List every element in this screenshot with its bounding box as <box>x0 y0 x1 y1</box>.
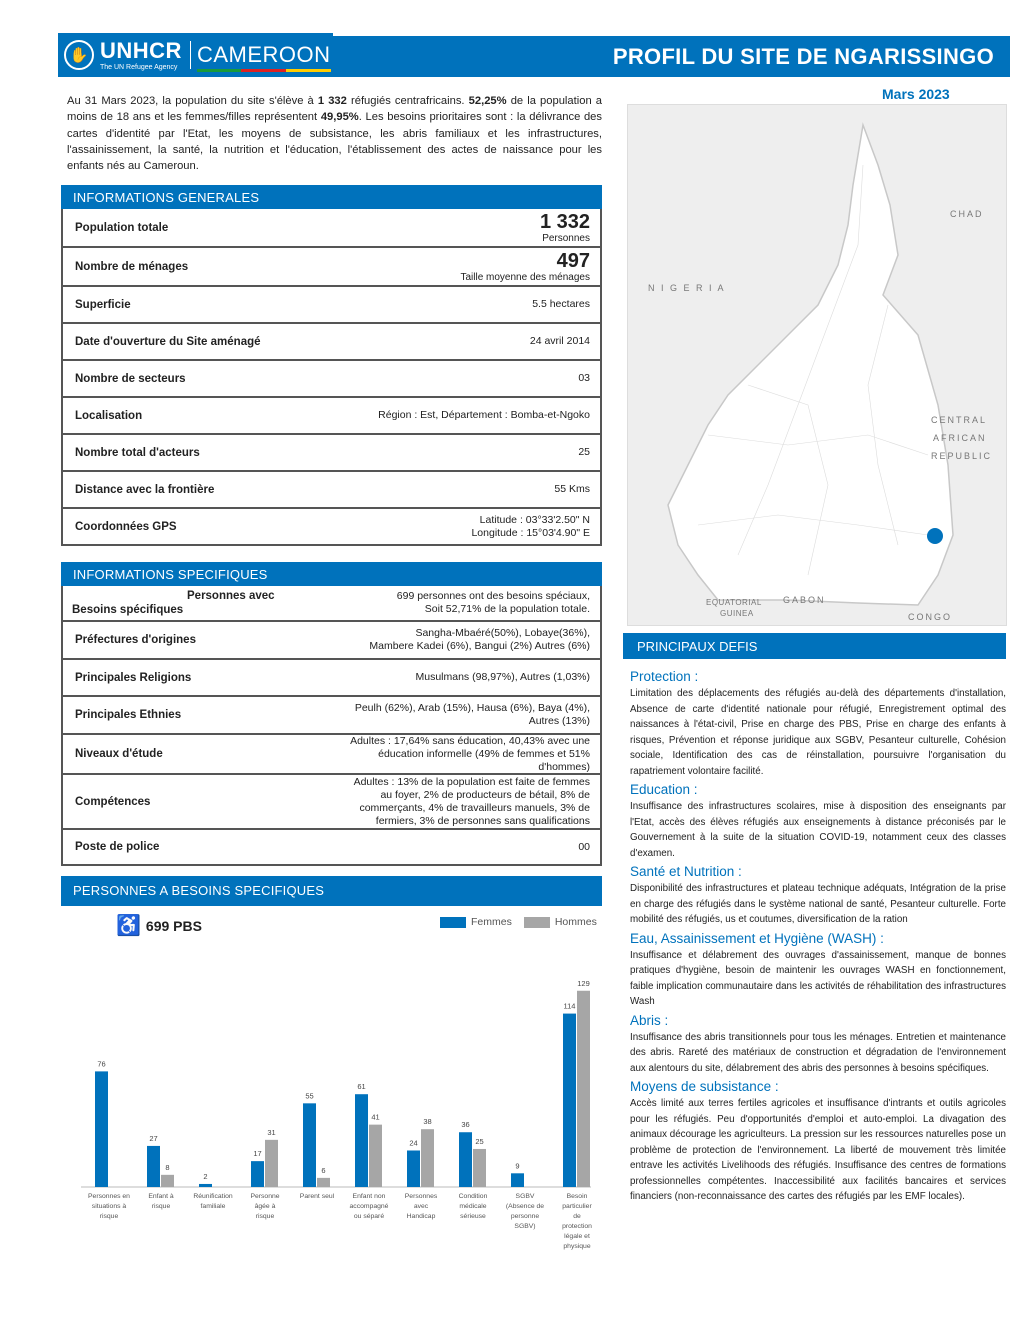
page-title: PROFIL DU SITE DE NGARISSINGO <box>612 44 994 69</box>
bar-label-hommes-9: 129 <box>577 978 590 988</box>
competences-value-4: fermiers, 3% de personnes sans qualifications <box>375 814 590 827</box>
map-label-guinea: GUINEA <box>720 609 754 618</box>
bar-label-hommes-4: 6 <box>321 1165 326 1175</box>
defi-title-wash: Eau, Assainissement et Hygiène (WASH) : <box>630 930 884 946</box>
section-general-heading: INFORMATIONS GENERALES <box>61 185 602 209</box>
row-ethnies <box>63 697 600 735</box>
defi-text-abris: Insuffisance des abris transitionnels pour tous les ménages. Entretien et maintenance des abris. Rareté des matériaux de construction et dégradation de l'environnement aux alentours du site, délabrement des abris des personnes à besoins spécifiques. <box>630 1031 1006 1074</box>
defis-list <box>630 666 1006 1206</box>
bar-label-hommes-5: 41 <box>371 1112 380 1122</box>
defi-text-protection: Limitation des déplacements des réfugiés au-delà des départements d'installation, Absence de carte d'identité nationale pour réfugié, Enregistrement optimal des naissances à l'état-civil, Prise en charge des PBS, Prise en charge des enfants à risques, Prévention et réponse juridique aux SGBV, Pesanteur culturelle, Cohésion sociale, Identification des cas de réinstallation, poursuivre l'organisation du rapatriement volontaire facilité. <box>630 688 1006 777</box>
pbs-total-value: 699 PBS <box>145 917 202 934</box>
country-name <box>197 42 331 68</box>
population-value: 1 332 <box>539 211 590 233</box>
menages-value: 497 <box>556 250 590 272</box>
defi-title-subsistance: Moyens de subsistance : <box>630 1079 779 1094</box>
wheelchair-icon: ♿ <box>116 915 141 937</box>
legend-swatch-femmes <box>440 917 466 928</box>
acteurs-label: Nombre total d'acteurs <box>75 446 200 459</box>
cameroon-flag-stripe <box>197 69 331 72</box>
map-label-equatorial: EQUATORIAL <box>706 598 762 607</box>
bar-hommes-5 <box>369 1125 382 1187</box>
row-secteurs <box>63 361 600 398</box>
cameroon-map <box>627 104 1007 626</box>
category-label-9: de <box>573 1213 581 1220</box>
category-label-4: Parent seul <box>299 1193 335 1200</box>
unhcr-logo <box>58 33 333 77</box>
secteurs-label: Nombre de secteurs <box>75 372 186 385</box>
category-label-7: médicale <box>459 1203 487 1210</box>
map-label-nigeria: N I G E R I A <box>648 283 726 293</box>
competences-value-1: Adultes : 13% de la population est faite de femmes <box>353 775 590 788</box>
police-label: Poste de police <box>75 841 160 853</box>
legend-swatch-hommes <box>524 917 550 928</box>
report-date: Mars 2023 <box>882 86 950 102</box>
bar-label-femmes-6: 24 <box>409 1138 418 1148</box>
bar-label-femmes-8: 9 <box>515 1161 520 1171</box>
bar-label-femmes-2: 2 <box>203 1171 208 1181</box>
ethnies-value-2: Autres (13%) <box>528 715 590 727</box>
intro-text-3: de la population a moins de 18 ans et les femmes/filles représentent <box>67 95 603 124</box>
category-label-8: (Absence de <box>505 1203 545 1210</box>
distance-value: 55 Kms <box>554 483 590 495</box>
bar-femmes-6 <box>407 1150 420 1187</box>
org-subtitle: The UN Refugee Agency <box>100 63 178 71</box>
menages-caption: Taille moyenne des ménages <box>460 272 590 283</box>
row-population <box>63 209 600 248</box>
row-superficie <box>63 287 600 324</box>
ethnies-label: Principales Ethnies <box>75 709 182 721</box>
map-label-african: AFRICAN <box>933 433 987 443</box>
besoins-value-1: 699 personnes ont des besoins spéciaux, <box>396 590 590 602</box>
menages-label: Nombre de ménages <box>75 260 189 273</box>
bar-label-femmes-5: 61 <box>357 1082 366 1092</box>
legend-hommes: Hommes <box>554 916 597 928</box>
defi-text-subsistance: Accès limité aux terres fertiles agricoles et insuffisance d'intrants et outils agricoles pour les réfugiés. Peu d'opportunités d'emploi et auto-emploi. La divagation des animaux décourage les agriculteurs. La pression sur les ressources naturelles pose un problème de protection de l'environnement. La liberté de mouvement très limitée entrave les activités Livelihoods des réfugiés. Insuffisance des centres de formations professionnelles compétentes. Inaccessibilité aux facilités bancaires et services financiers (non-reconnaissance des cartes des réfugiés par les EMF locales). <box>630 1098 1006 1202</box>
general-info-table <box>61 209 602 546</box>
row-religions <box>63 660 600 697</box>
bar-hommes-1 <box>161 1175 174 1187</box>
etude-label: Niveaux d'étude <box>75 748 163 760</box>
gps-latitude: Latitude : 03°33'2.50" N <box>479 513 590 526</box>
page-header <box>58 33 1010 77</box>
category-label-6: avec <box>413 1203 429 1210</box>
bar-hommes-7 <box>473 1149 486 1187</box>
population-caption: Personnes <box>542 233 590 244</box>
bar-femmes-3 <box>251 1161 264 1187</box>
pbs-bar-chart <box>61 950 606 1260</box>
localisation-value: Région : Est, Département : Bomba-et-Ngoko <box>378 409 590 421</box>
category-label-1: risque <box>151 1203 171 1210</box>
category-label-5: ou séparé <box>353 1213 385 1220</box>
row-police <box>63 830 600 866</box>
bar-femmes-4 <box>303 1103 316 1187</box>
bar-femmes-1 <box>147 1146 160 1187</box>
category-label-9: physique <box>563 1243 591 1250</box>
secteurs-value: 03 <box>578 372 590 384</box>
bar-label-femmes-0: 76 <box>97 1059 106 1069</box>
site-location-marker <box>927 528 943 544</box>
bar-hommes-3 <box>265 1140 278 1187</box>
title-bar <box>333 33 1010 77</box>
category-label-6: Personnes <box>404 1193 438 1200</box>
bar-label-hommes-3: 31 <box>267 1127 276 1137</box>
category-label-9: Besoin <box>566 1193 588 1200</box>
superficie-label: Superficie <box>75 298 131 311</box>
map-label-central: CENTRAL <box>931 415 988 425</box>
unhcr-emblem-icon: ✋ <box>64 40 94 70</box>
category-label-8: SGBV) <box>514 1223 536 1230</box>
category-label-0: Personnes en <box>88 1193 130 1200</box>
intro-text-4: . Les besoins prioritaires sont : la délivrance des cartes d'identité par l'Etat, les moyens de subsistance, les abris familiaux et les infrastructures, l'assainissement, la santé, la nutrition et l'éducation, l'établissement des actes de naissance pour les enfants nés au Cameroun. <box>67 111 602 173</box>
intro-paragraph <box>67 93 602 174</box>
map-label-congo: CONGO <box>908 612 953 622</box>
category-label-2: Réunification <box>193 1193 233 1200</box>
bar-hommes-9 <box>577 991 590 1187</box>
bar-label-femmes-1: 27 <box>149 1133 158 1143</box>
bar-femmes-5 <box>355 1094 368 1187</box>
etude-value-1: Adultes : 17,64% sans éducation, 40,43% avec une <box>350 734 590 747</box>
besoins-label-2: Besoins spécifiques <box>72 604 184 616</box>
section-defis-heading: PRINCIPAUX DEFIS <box>623 633 1006 659</box>
category-label-5: Enfant non <box>352 1193 386 1200</box>
religions-value: Musulmans (98,97%), Autres (1,03%) <box>415 671 590 683</box>
defi-title-abris: Abris : <box>630 1012 669 1028</box>
bar-label-femmes-9: 114 <box>563 1001 576 1011</box>
category-label-0: situations à <box>91 1203 127 1210</box>
defi-title-protection: Protection : <box>630 669 699 684</box>
row-prefectures <box>63 622 600 660</box>
category-label-3: risque <box>255 1213 275 1220</box>
competences-value-3: commerçants, 4% de travailleurs manuels, 3% de <box>359 801 590 814</box>
pbs-total <box>116 913 202 938</box>
competences-value-2: au foyer, 2% de producteurs de bétail, 8% de <box>380 788 590 801</box>
prefectures-label: Préfectures d'origines <box>75 634 196 646</box>
intro-text-1: Au 31 Mars 2023, la population du site s'élève à <box>67 95 318 107</box>
distance-label: Distance avec la frontière <box>75 483 215 496</box>
row-localisation <box>63 398 600 435</box>
map-svg <box>628 105 1007 626</box>
defi-text-wash: Insuffisance et délabrement des ouvrages d'assainissement, manque de bonnes pratiques d'hygiène, besoin de maintenir les ouvrages WASH en fonctionnement, faible implication communautaire dans les activités de réhabilitation des infrastructures Wash <box>630 949 1006 1007</box>
date-ouverture-label: Date d'ouverture du Site aménagé <box>75 335 261 348</box>
bar-hommes-6 <box>421 1129 434 1187</box>
bar-femmes-8 <box>511 1173 524 1187</box>
defi-text-sante: Disponibilité des infrastructures et plateau technique adéquats, Intégration de la prise en charge des réfugiés dans le système national de santé, Pesanteur culturelle. Forte mobilité des réfugiés, us et coutumes, diversification de la ration <box>630 883 1006 925</box>
category-label-0: risque <box>99 1213 119 1220</box>
acteurs-value: 25 <box>578 446 590 458</box>
row-acteurs <box>63 435 600 472</box>
bar-femmes-9 <box>563 1014 576 1187</box>
competences-label: Compétences <box>75 795 151 808</box>
map-label-chad: CHAD <box>950 209 984 219</box>
org-name: UNHCR <box>100 37 182 63</box>
bar-femmes-2 <box>199 1184 212 1187</box>
religions-label: Principales Religions <box>75 671 192 684</box>
intro-under18: 52,25% <box>468 95 507 107</box>
bar-hommes-4 <box>317 1178 330 1187</box>
besoins-value-2: Soit 52,71% de la population totale. <box>424 603 590 615</box>
police-value: 00 <box>578 840 590 853</box>
intro-women: 49,95% <box>320 111 359 124</box>
section-pbs-heading: PERSONNES A BESOINS SPECIFIQUES <box>61 876 602 906</box>
row-etude <box>63 735 600 775</box>
bar-label-femmes-7: 36 <box>461 1120 470 1130</box>
gps-label: Coordonnées GPS <box>75 520 177 533</box>
row-date-ouverture <box>63 324 600 361</box>
legend-femmes: Femmes <box>471 916 512 928</box>
category-label-9: protection <box>562 1223 592 1230</box>
bar-label-hommes-6: 38 <box>423 1117 432 1127</box>
section-specific-heading: INFORMATIONS SPECIFIQUES <box>61 562 602 586</box>
superficie-value: 5.5 hectares <box>532 298 590 310</box>
logo-divider <box>190 41 191 69</box>
defi-title-education: Education : <box>630 782 698 797</box>
category-label-6: Handicap <box>406 1213 436 1220</box>
category-label-3: Personne <box>250 1193 280 1200</box>
bar-label-hommes-7: 25 <box>475 1136 484 1146</box>
country-text: CAMEROON <box>196 42 331 67</box>
defi-title-sante: Santé et Nutrition : <box>630 864 742 879</box>
map-label-republic: REPUBLIC <box>931 451 993 461</box>
row-gps <box>63 509 600 546</box>
bar-label-femmes-4: 55 <box>305 1091 314 1101</box>
intro-population: 1 332 <box>317 95 347 107</box>
row-besoins <box>63 586 600 622</box>
category-label-2: familiale <box>200 1203 226 1210</box>
row-distance <box>63 472 600 509</box>
bar-label-femmes-3: 17 <box>253 1149 262 1159</box>
population-label: Population totale <box>75 221 169 234</box>
date-ouverture-value: 24 avril 2014 <box>529 335 590 347</box>
gps-longitude: Longitude : 15°03'4.90" E <box>471 526 590 539</box>
etude-value-2: éducation informelle (49% de femmes et 51% <box>378 747 590 760</box>
category-label-3: âgée à <box>254 1203 276 1210</box>
row-competences <box>63 775 600 830</box>
besoins-label-1: Personnes avec <box>187 590 275 602</box>
localisation-label: Localisation <box>75 409 143 422</box>
category-label-7: Condition <box>458 1193 488 1200</box>
category-label-9: légale et <box>564 1233 590 1240</box>
intro-text-2: réfugiés centrafricains. <box>346 95 469 107</box>
category-label-7: sérieuse <box>460 1213 486 1220</box>
ethnies-value-1: Peulh (62%), Arab (15%), Hausa (6%), Baya (4%), <box>354 702 590 714</box>
bar-femmes-0 <box>95 1071 108 1187</box>
bar-femmes-7 <box>459 1132 472 1187</box>
map-label-gabon: GABON <box>783 595 826 605</box>
category-label-8: personne <box>510 1213 540 1220</box>
chart-legend <box>440 916 597 928</box>
category-label-8: SGBV <box>515 1193 535 1200</box>
prefectures-value-2: Mambere Kadei (6%), Bangui (2%) Autres (6%) <box>369 640 590 652</box>
defi-text-education: Insuffisance des infrastructures scolaires, mise à disposition des enseignants par l'Etat, accès des élèves réfugiés aux enseignements à distance préconisés par le Gouvernement à la suite de la situation COVID-19, notamment ceux des classes d'examen. <box>630 801 1006 859</box>
category-label-5: accompagné <box>349 1203 389 1210</box>
bar-label-hommes-1: 8 <box>165 1162 170 1172</box>
prefectures-value-1: Sangha-Mbaéré(50%), Lobaye(36%), <box>415 627 590 639</box>
specific-info-table <box>61 586 602 866</box>
row-menages <box>63 248 600 287</box>
category-label-9: particulier <box>562 1203 592 1210</box>
etude-value-3: d'hommes) <box>538 760 590 773</box>
category-label-1: Enfant à <box>148 1193 174 1200</box>
